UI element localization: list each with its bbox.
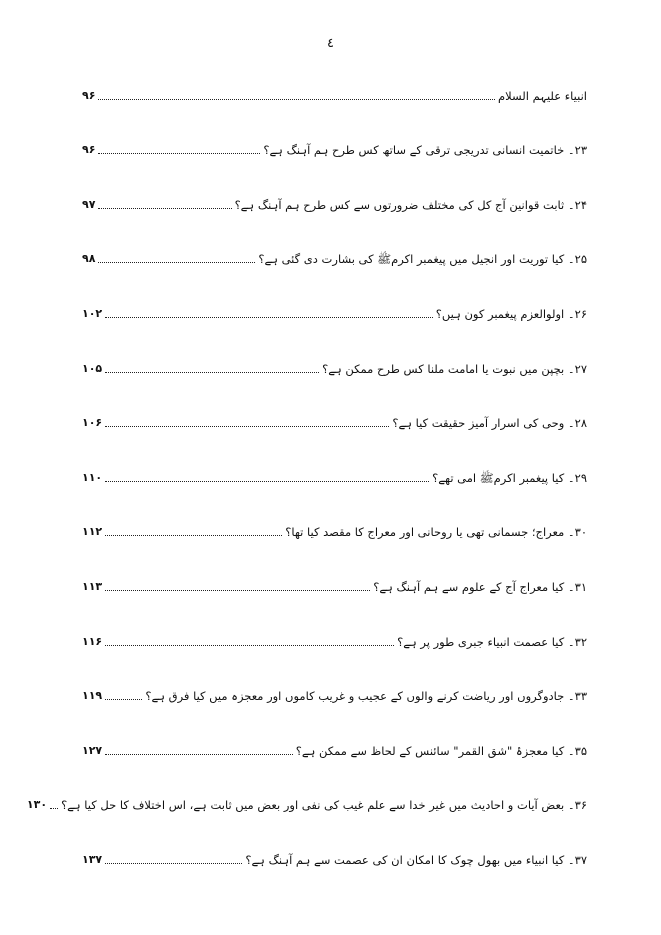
toc-title: ۲۶۔ اولوالعزم پیغمبر کون ہیں؟ [435, 306, 587, 321]
dot-leader [105, 372, 319, 373]
toc-title: ۲۳۔ خاتمیت انسانی تدریجی ترقی کے ساتھ کس طرح ہم آہنگ ہے؟ [263, 143, 587, 158]
toc-title: ۳۳۔ جادوگروں اور ریاضت کرنے والوں کے عجیب و غریب کاموں اور معجزہ میں کیا فرق ہے؟ [145, 689, 587, 704]
toc-page-number: ۱۰۵ [82, 361, 103, 375]
toc-row[interactable] [82, 470, 587, 525]
toc-page-number: ۱۳۷ [82, 852, 103, 866]
toc-row[interactable] [82, 143, 587, 198]
dot-leader [105, 481, 429, 482]
dot-leader [98, 208, 231, 209]
toc-title: ۲۵۔ کیا توریت اور انجیل میں پیغمبر اکرمﷺ کی بشارت دی گئی ہے؟ [258, 252, 587, 267]
toc-row[interactable] [82, 197, 587, 252]
toc-row[interactable] [82, 634, 587, 689]
toc-page-number: ۹۶ [82, 143, 96, 157]
toc-title: ۲۴۔ ثابت قوانین آج کل کی مختلف ضرورتوں سے کس طرح ہم آہنگ ہے؟ [234, 197, 587, 212]
dot-leader [105, 863, 242, 864]
toc-row[interactable] [82, 88, 587, 143]
toc-row[interactable] [82, 579, 587, 634]
toc-page-number: ۱۰۶ [82, 416, 103, 430]
toc-page-number: ۱۳۰ [26, 798, 48, 812]
toc-row[interactable] [82, 252, 587, 307]
toc-title: ۳۲۔ کیا عصمت انبیاء جبری طور پر ہے؟ [397, 634, 587, 649]
toc-page-number: ۹۸ [82, 252, 96, 266]
dot-leader [105, 645, 394, 646]
toc-title: انبیاء علیہم السلام [497, 88, 587, 103]
toc-title: ۳۰۔ معراج؛ جسمانی تھی یا روحانی اور معراج کا مقصد کیا تھا؟ [285, 525, 587, 540]
toc-row[interactable] [82, 689, 587, 744]
toc-title: ۳۷۔ کیا انبیاء میں بھول چوک کا امکان ان کی عصمت سے ہم آہنگ ہے؟ [245, 852, 587, 867]
dot-leader [50, 808, 58, 809]
toc-page-number: ۱۱۳ [82, 579, 103, 593]
page-number: ٤ [327, 36, 334, 51]
toc-page-number: ۱۱۶ [82, 634, 103, 648]
toc-page-number: ۱۰۲ [82, 306, 103, 320]
dot-leader [105, 317, 433, 318]
toc-page-number: ۱۱۲ [82, 525, 103, 539]
toc-title: ۳۵۔ کیا معجزۂ "شق القمر" سائنس کے لحاظ سے ممکن ہے؟ [295, 743, 587, 758]
toc-row[interactable] [82, 416, 587, 471]
toc-title: ۳۶۔ بعض آیات و احادیث میں غیر خدا سے علم غیب کی نفی اور بعض میں ثابت ہے، اس اختلاف کا حل کیا ہے؟ [61, 798, 587, 813]
table-of-contents [26, 88, 587, 907]
toc-row[interactable] [82, 361, 587, 416]
toc-page-number: ۱۱۹ [82, 689, 103, 703]
dot-leader [105, 699, 142, 700]
toc-title: ۲۹۔ کیا پیغمبر اکرمﷺ امی تھے؟ [432, 470, 587, 485]
toc-row[interactable] [26, 798, 587, 853]
dot-leader [98, 153, 260, 154]
toc-title: ۲۷۔ بچپن میں نبوت یا امامت ملنا کس طرح ممکن ہے؟ [322, 361, 587, 376]
toc-row[interactable] [82, 306, 587, 361]
toc-row[interactable] [82, 743, 587, 798]
dot-leader [105, 426, 389, 427]
toc-row[interactable] [82, 852, 587, 907]
toc-title: ۲۸۔ وحی کی اسرار آمیز حقیقت کیا ہے؟ [392, 416, 587, 431]
toc-page-number: ۹۷ [82, 197, 96, 211]
toc-title: ۳۱۔ کیا معراج آج کے علوم سے ہم آہنگ ہے؟ [373, 579, 587, 594]
toc-page-number: ۹۶ [82, 88, 96, 102]
dot-leader [105, 754, 293, 755]
dot-leader [105, 590, 370, 591]
dot-leader [105, 535, 282, 536]
dot-leader [98, 99, 495, 100]
toc-row[interactable] [82, 525, 587, 580]
dot-leader [98, 262, 255, 263]
toc-page-number: ۱۱۰ [82, 470, 103, 484]
toc-page-number: ۱۲۷ [82, 743, 103, 757]
